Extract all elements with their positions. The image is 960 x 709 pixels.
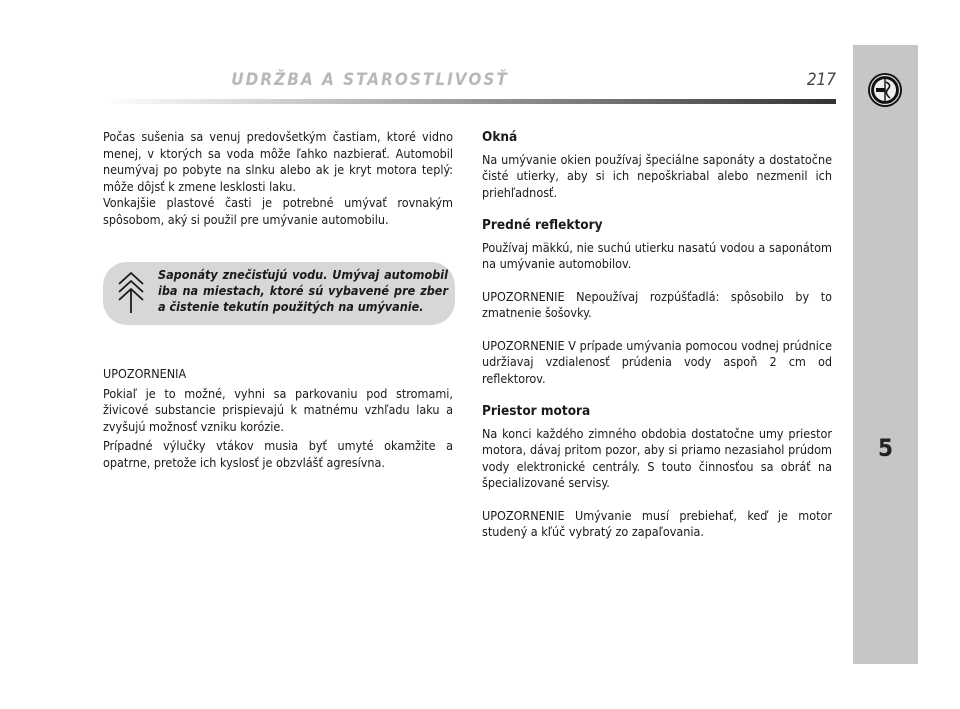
environment-warning-text: Saponáty znečisťujú vodu. Umývaj automobil iba na miestach, ktoré sú vybavené pre zber a čistenie tekutín použitých na umývanie. bbox=[158, 267, 448, 314]
engine-text: Na konci každého zimného obdobia dostatočne umy priestor motora, dávaj pritom pozor, aby si priamo nezasiahol prúdom vody elektronické centrály. S touto činnosťou sa obráť na špecializované servisy. bbox=[482, 425, 832, 490]
engine-heading: Priestor motora bbox=[482, 403, 591, 419]
chapter-number: 5 bbox=[877, 434, 894, 462]
chapter-side-tab bbox=[853, 45, 918, 664]
intro-paragraph-2: Vonkajšie plastové časti je potrebné umývať rovnakým spôsobom, aký si použil pre umývanie automobilu. bbox=[103, 195, 453, 227]
headlights-note-2: UPOZORNENIE V prípade umývania pomocou vodnej prúdnice udržiavaj vzdialenosť prúdenia vody aspoň 2 cm od reflektorov. bbox=[482, 337, 832, 386]
headlights-text: Používaj mäkkú, nie suchú utierku nasatú vodou a saponátom na umývanie automobilov. bbox=[482, 239, 832, 271]
windows-text: Na umývanie okien používaj špeciálne saponáty a dostatočne čisté utierky, aby si ich nepoškriabal alebo nezmenil ich priehľadnosť. bbox=[482, 151, 832, 200]
engine-note: UPOZORNENIE Umývanie musí prebiehať, keď je motor studený a kľúč vybratý zo zapaľovania. bbox=[482, 507, 832, 539]
notes-section bbox=[103, 366, 453, 471]
environment-arrows-icon bbox=[116, 270, 146, 316]
header-divider bbox=[103, 99, 836, 104]
headlights-note-1: UPOZORNENIE Nepoužívaj rozpúšťadlá: spôsobilo by to zmatnenie šošovky. bbox=[482, 288, 832, 320]
right-column bbox=[482, 129, 832, 541]
notes-heading: UPOZORNENIA bbox=[103, 366, 187, 381]
headlights-heading: Predné reflektory bbox=[482, 217, 603, 233]
notes-paragraph-2: Prípadné výlučky vtákov musia byť umyté okamžite a opatrne, pretože ich kyslosť je obzvlášť agresívna. bbox=[103, 438, 453, 470]
page-number: 217 bbox=[806, 70, 836, 90]
page-title: UDRŽBA A STAROSTLIVOSŤ bbox=[231, 70, 509, 90]
left-column bbox=[103, 129, 453, 228]
alfa-romeo-badge-icon bbox=[867, 72, 903, 108]
notes-paragraph-1: Pokiaľ je to možné, vyhni sa parkovaniu pod stromami, živicové substancie prispievajú k matnému vzhľadu laku a zvyšujú možnosť vzniku korózie. bbox=[103, 385, 453, 434]
intro-paragraph-1: Počas sušenia sa venuj predovšetkým častiam, ktoré vidno menej, v ktorých sa voda môže ľahko nazbierať. Automobil neumývaj po pobyte na slnku alebo ak je kryt motora teplý: môže dôjsť k zmene lesklosti laku. bbox=[103, 129, 453, 194]
windows-heading: Okná bbox=[482, 129, 518, 145]
